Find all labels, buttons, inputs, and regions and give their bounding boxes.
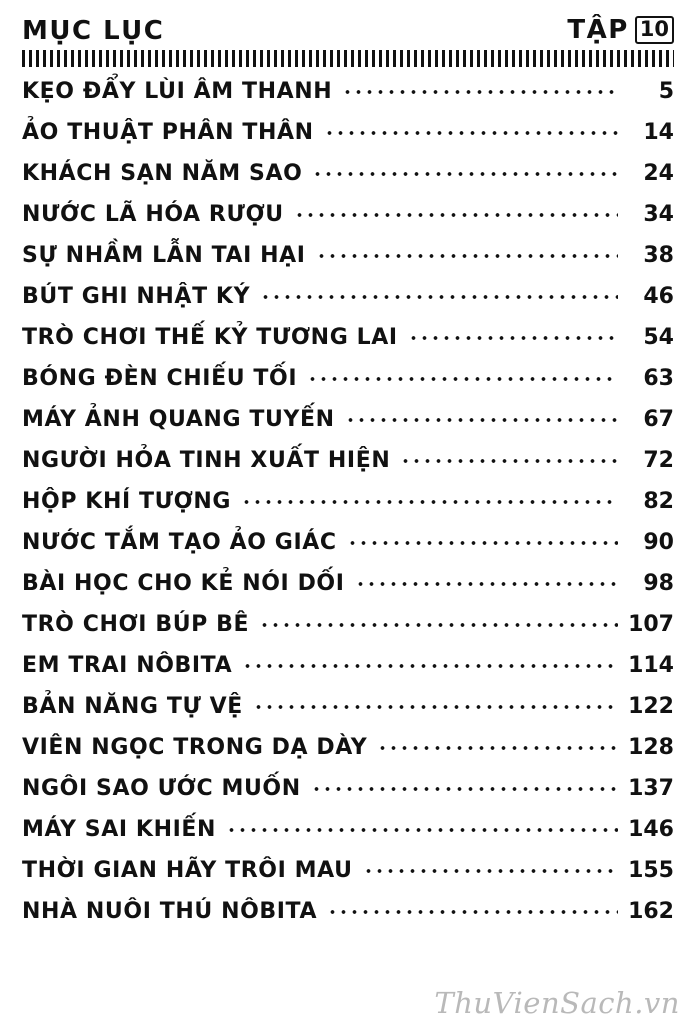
toc-entry[interactable] (22, 571, 674, 612)
page-header (18, 0, 678, 44)
toc-entry[interactable] (22, 899, 674, 940)
toc-leader-dots (324, 123, 618, 139)
toc-leader-dots (294, 205, 618, 221)
toc-entry-title: BÓNG ĐÈN CHIẾU TỐI (22, 366, 298, 391)
toc-entry-title: SỰ NHẦM LẪN TAI HẠI (22, 243, 306, 268)
toc-entry-title: MÁY ẢNH QUANG TUYẾN (22, 407, 335, 432)
toc-entry-title: NGÔI SAO ƯỚC MUỐN (22, 776, 301, 801)
toc-entry[interactable] (22, 817, 674, 858)
toc-entry-title: BÚT GHI NHẬT KÝ (22, 284, 251, 309)
toc-leader-dots (307, 369, 618, 385)
volume-label: TẬP (567, 14, 629, 45)
toc-entry-title: NHÀ NUÔI THÚ NÔBITA (22, 899, 318, 924)
toc-entry-title: TRÒ CHƠI THẾ KỶ TƯƠNG LAI (22, 325, 398, 350)
toc-entry-page: 98 (643, 571, 674, 596)
toc-entry-page: 38 (643, 243, 674, 268)
toc-entry-title: THỜI GIAN HÃY TRÔI MAU (22, 858, 353, 883)
page-title: MỤC LỤC (22, 16, 165, 46)
toc-entry-title: TRÒ CHƠI BÚP BÊ (22, 612, 250, 637)
toc-entry-title: HỘP KHÍ TƯỢNG (22, 489, 232, 514)
toc-leader-dots (253, 697, 618, 713)
toc-entry[interactable] (22, 284, 674, 325)
toc-entry-page: 82 (643, 489, 674, 514)
toc-entry-page: 72 (643, 448, 674, 473)
toc-entry-page: 46 (643, 284, 674, 309)
toc-entry[interactable] (22, 161, 674, 202)
volume-number: 10 (635, 16, 674, 44)
toc-leader-dots (312, 164, 618, 180)
toc-entry[interactable] (22, 858, 674, 899)
toc-entry-page: 14 (643, 120, 674, 145)
toc-leader-dots (226, 820, 618, 836)
toc-entry-title: EM TRAI NÔBITA (22, 653, 233, 678)
volume-indicator (567, 16, 674, 44)
toc-entry-page: 67 (643, 407, 674, 432)
toc-entry[interactable] (22, 530, 674, 571)
toc-entry-page: 24 (643, 161, 674, 186)
toc-entry-page: 5 (658, 79, 674, 104)
toc-entry-page: 90 (643, 530, 674, 555)
toc-entry[interactable] (22, 448, 674, 489)
toc-entry-page: 137 (628, 776, 674, 801)
toc-entry-title: BÀI HỌC CHO KẺ NÓI DỐI (22, 571, 345, 596)
toc-leader-dots (363, 861, 618, 877)
toc-leader-dots (316, 246, 618, 262)
toc-entry[interactable] (22, 366, 674, 407)
toc-entry-page: 162 (628, 899, 674, 924)
toc-leader-dots (400, 451, 618, 467)
toc-leader-dots (342, 82, 618, 98)
toc-entry-title: KẸO ĐẨY LÙI ÂM THANH (22, 79, 333, 104)
toc-entry-title: KHÁCH SẠN NĂM SAO (22, 161, 303, 186)
table-of-contents (22, 79, 674, 940)
toc-leader-dots (377, 738, 618, 754)
toc-entry-page: 114 (628, 653, 674, 678)
toc-entry-title: NGƯỜI HỎA TINH XUẤT HIỆN (22, 448, 391, 473)
toc-entry-title: ẢO THUẬT PHÂN THÂN (22, 120, 314, 145)
toc-entry[interactable] (22, 79, 674, 120)
toc-leader-dots (408, 328, 618, 344)
toc-entry[interactable] (22, 776, 674, 817)
toc-entry-page: 122 (628, 694, 674, 719)
toc-entry[interactable] (22, 120, 674, 161)
toc-entry[interactable] (22, 202, 674, 243)
toc-leader-dots (241, 492, 618, 508)
toc-entry-page: 146 (628, 817, 674, 842)
toc-leader-dots (242, 656, 618, 672)
toc-leader-dots (260, 287, 618, 303)
toc-leader-dots (355, 574, 618, 590)
toc-entry-page: 34 (643, 202, 674, 227)
toc-entry[interactable] (22, 243, 674, 284)
toc-entry-title: VIÊN NGỌC TRONG DẠ DÀY (22, 735, 368, 760)
toc-entry-title: MÁY SAI KHIẾN (22, 817, 217, 842)
toc-entry[interactable] (22, 735, 674, 776)
header-divider (22, 50, 674, 67)
toc-leader-dots (345, 410, 618, 426)
toc-entry[interactable] (22, 407, 674, 448)
toc-entry[interactable] (22, 612, 674, 653)
toc-leader-dots (347, 533, 618, 549)
toc-entry[interactable] (22, 489, 674, 530)
toc-leader-dots (327, 902, 618, 918)
watermark: ThuVienSach.vn (434, 986, 680, 1020)
toc-entry-page: 128 (628, 735, 674, 760)
toc-entry-title: BẢN NĂNG TỰ VỆ (22, 694, 243, 719)
toc-entry-page: 107 (628, 612, 674, 637)
toc-entry-page: 54 (643, 325, 674, 350)
toc-entry-title: NƯỚC LÃ HÓA RƯỢU (22, 202, 284, 227)
toc-entry-page: 155 (628, 858, 674, 883)
toc-entry-title: NƯỚC TẮM TẠO ẢO GIÁC (22, 530, 337, 555)
toc-entry[interactable] (22, 325, 674, 366)
toc-entry[interactable] (22, 653, 674, 694)
toc-leader-dots (311, 779, 618, 795)
toc-leader-dots (259, 615, 618, 631)
toc-entry-page: 63 (643, 366, 674, 391)
toc-entry[interactable] (22, 694, 674, 735)
